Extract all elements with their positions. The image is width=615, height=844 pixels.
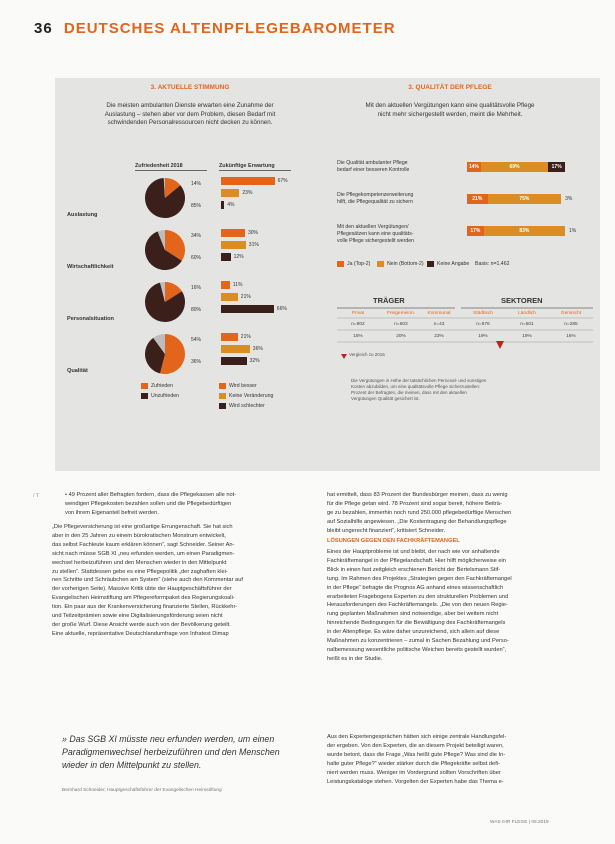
text-line: bleibt ungerecht finanziert“, kritisiert Schneider.	[327, 527, 446, 534]
note-line: Kosten abzubilden, um eine qualitätsvolle Pflege sicherzustellen:	[351, 384, 481, 389]
traeger-title: TRÄGER	[373, 296, 405, 305]
quality-bar: 75%	[488, 194, 562, 204]
legend-label: Keine Veränderung	[229, 393, 274, 399]
intro-line: Die meisten ambulanten Dienste erwarten eine Zunahme der	[106, 102, 274, 109]
pie-label: 16%	[191, 285, 202, 291]
text-line: Fachkräftemangel in der Pflegelandschaft. Hier hilft möglicherweise ein	[327, 557, 506, 564]
quality-bar: 17%	[548, 162, 565, 172]
col-header-satisfaction: Zufriedenheit 2018	[135, 163, 207, 171]
table-pct: 19%	[522, 334, 532, 339]
text-line: Evangelischen Heimstiftung am Pflegereformpaket des Regierungskoali-	[52, 595, 235, 602]
table-n: n=285	[564, 322, 578, 327]
text-line: erarbeiteten Fragebogens Experten zu den strukturellen Problemen und	[327, 593, 509, 600]
text-line: in der Pflege“ befragte die Prognos AG anhand eines wissenschaftlich	[327, 584, 504, 591]
table-n: n=43	[433, 322, 445, 327]
text-line: Die Pflegekompetenzerweiterung	[337, 192, 414, 198]
intro-line: nicht mehr sichergestellt werden, meint die Mehrheit.	[377, 110, 523, 118]
text-line: hinreichende Bedingungen für die Bewältigung des Fachkräftemangels	[327, 620, 506, 627]
text-line: hat ermittelt, dass 83 Prozent der Bundesbürger meinen, dass zu wenig	[327, 492, 508, 498]
right-paragraph-1	[327, 491, 592, 536]
quote-source: Bernhard Schneider, Hauptgeschäftsführer der Evangelischen Heimstiftung	[62, 788, 222, 793]
text-line: Pflegesätzen kann eine qualitäts-	[337, 231, 414, 237]
pie-label: 85%	[191, 203, 202, 209]
quality-bar: 14%	[468, 164, 479, 170]
text-line: von ihrem Eigenanteil befreit werden.	[65, 509, 159, 516]
pie-label: 34%	[191, 233, 202, 239]
legend-label: Ja (Top-2)	[347, 261, 371, 267]
intro-line: schwindenden Personalressourcen nicht decken zu können.	[107, 119, 273, 127]
text-line: Leistungskataloge stehen. Vorgelten der Experten habe das Thema e-	[327, 778, 504, 785]
pie-label: 36%	[191, 359, 202, 365]
bar-label: 66%	[276, 306, 287, 312]
text-line: halte guter Pflege?“ wieder stärker durch die Pflegekräfte selbst defi-	[327, 760, 500, 767]
table-n: n=501	[520, 322, 534, 327]
text-line: • 49 Prozent aller Befragten fordern, dass die Pflegekassen alle not-	[65, 492, 237, 498]
text-line: wechsel herbeizuführen und den Menschen wieder in den Mittelpunkt	[52, 559, 227, 566]
legend-label: Basis: n=1.462	[475, 261, 510, 267]
text-line: für die Pflege getan wird. 78 Prozent sind sogar bereit, höhere Beiträ-	[327, 500, 502, 507]
text-line: tion. Ein paar aus der Krankenversicherung finanzierte Stellen, Rückkehr-	[52, 604, 238, 611]
table-n: n=802	[351, 322, 365, 327]
table-header: Städtisch	[473, 311, 493, 316]
row-label: Qualität	[67, 368, 88, 374]
text-line: Mit den aktuellen Vergütungen/	[337, 224, 409, 230]
table-pct: 15%	[353, 334, 363, 339]
text-line: der ergeben. Von den Experten, die an diesem Projekt beteiligt waren,	[327, 742, 504, 749]
text-line: heißt es in der Studie.	[327, 655, 383, 662]
text-line: Aus den Expertengesprächen hätten sich einige zentrale Handlungsfel-	[327, 734, 507, 740]
text-line: rung geplanten Maßnahmen sind notwendige, aber bei weitem nicht	[327, 611, 499, 618]
text-line: wendigen Pflegekosten bezahlen sollen und die Pflegebedürftigen	[65, 500, 232, 507]
legend-label: Keine Angabe	[437, 261, 470, 267]
table-n: n=676	[476, 322, 490, 327]
bar-label: 67%	[277, 178, 288, 184]
bar-label: 36%	[252, 346, 263, 352]
text-line: Maßnahmen zu konzentrieren – zumal in Sachen Bezahlung und Perso-	[327, 638, 509, 645]
margin-mark: / T	[33, 493, 40, 499]
quality-bar: 69%	[481, 162, 549, 172]
sektoren-title: SEKTOREN	[501, 296, 543, 305]
row-label: Wirtschaftlichkeit	[67, 264, 114, 270]
text-line: hilft, die Pflegequalität zu sichern	[337, 199, 413, 205]
text-line: Eine aktuelle, repräsentative Deutschlandumfrage von Infratest Dimap	[52, 630, 229, 637]
bar-label: 32%	[249, 358, 260, 364]
bar-label: 31%	[248, 242, 259, 248]
note-line: Vergütungen Qualität gesichert ist.	[351, 396, 420, 401]
table-note	[351, 378, 561, 402]
intro-line: Mit den aktuellen Vergütungen kann eine qualitätsvolle Pflege	[365, 102, 535, 109]
table-lines	[55, 78, 600, 471]
note-line: Prozent der Befragten, die meinen, dass mit den aktuellen	[351, 390, 467, 395]
section2-title: 3. QUALITÄT DER PFLEGE	[408, 84, 492, 91]
table-pct: 20%	[396, 334, 406, 339]
table-header: Ländlich	[518, 311, 536, 316]
legend-label: Wird besser	[229, 383, 257, 389]
page-header	[34, 20, 396, 37]
row-label: Auslastung	[67, 212, 98, 218]
table-pct: 19%	[478, 334, 488, 339]
bar-label: 30%	[248, 230, 259, 236]
intro-line: Auslastung – stehen aber vor dem Problem, diesen Bedarf mit	[104, 110, 276, 118]
text-line: sicht nach müsse SGB XI „neu erfunden werden, um einen Paradigmen-	[52, 550, 235, 557]
table-header: Kommunal	[427, 311, 451, 316]
note-line: Die Vergütungen in Höhe der tatsächlichen Personal- und sonstigen	[351, 378, 487, 383]
bar-label: 21%	[240, 294, 251, 300]
legend-label: Nein (Bottom-2)	[387, 261, 424, 267]
text-line: tung. Im Rahmen des Projektes „Strategien gegen den Fachkräftemangel	[327, 575, 512, 582]
col-header-expectation: Zukünftige Erwartung	[219, 163, 291, 171]
table-header: Freigemeinn.	[387, 311, 415, 316]
text-line: das selbst Fachleute kaum erklären können“, sagt Schneider. Seiner An-	[52, 541, 235, 548]
bullet-paragraph	[65, 491, 315, 518]
table-header: Privat	[351, 311, 365, 316]
legend-label: Zufrieden	[151, 383, 173, 389]
text-line: Eines der Hauptprobleme ist und bleibt, der nach wie vor anhaltende	[327, 549, 500, 555]
pie-label: 54%	[191, 337, 202, 343]
footer: WAS IHR FLEGE | 05 2019	[490, 820, 549, 825]
section-heading: LÖSUNGEN GEGEN DEN FACHKRÄFTEMANGEL	[327, 538, 460, 544]
text-line: der große Wurf. Diese Ansicht werde auch von der Bevölkerung geteilt.	[52, 621, 231, 628]
text-line: niert werden muss. Weniger im Vordergrund sollten Vorschriften über	[327, 769, 501, 776]
text-line: „Die Pflegeversicherung ist eine großartige Errungenschaft. Sie hat sich	[52, 524, 233, 530]
text-line: der vorherigen Seite). Massive Kritik übte der Hauptgeschäftsführer der	[52, 586, 232, 593]
quote-line: Paradigmenwechsel herbeizuführen und den Menschen	[62, 747, 280, 757]
text-line: bedarf einer besseren Kontrolle	[337, 167, 410, 173]
bar-label: 11%	[232, 282, 243, 288]
text-line: nen Schritte und Schräubchen am System“ (siehe auch den Kommentar auf	[52, 577, 243, 584]
down-arrow-icon	[496, 341, 504, 349]
quality-bar: 17%	[467, 226, 484, 236]
bar-label: 21%	[240, 334, 251, 340]
table-pct: 16%	[566, 334, 576, 339]
right-paragraph-3	[327, 733, 592, 786]
pie-label: 80%	[191, 307, 202, 313]
text-line: Blick in einen fast zeitgleich erschienen Bericht der Bertelsmann Stif-	[327, 566, 501, 573]
text-line: wurde betont, dass die Frage „Was heißt gute Pflege? Was sind die In-	[327, 751, 506, 758]
quality-bar: 21%	[467, 194, 488, 204]
text-line: aber in den 25 Jahren zu einem bürokratischen Monstrum entwickelt,	[52, 532, 226, 539]
quote-line: wieder in den Mittelpunkt zu stellen.	[62, 760, 202, 770]
page-title: DEUTSCHES ALTENPFLEGEBAROMETER	[63, 20, 396, 37]
legend-label: Unzufrieden	[151, 393, 179, 399]
text-line: und Teilzeitprämien sowie eine Digitalisierungsförderung seien nicht	[52, 613, 223, 620]
bar-label: 4%	[227, 202, 235, 208]
compare-note: Vergleich zu 2016	[349, 352, 385, 357]
pie-label: 14%	[191, 181, 202, 187]
quote-line: » Das SGB XI müsste neu erfunden werden, um einen	[62, 734, 275, 744]
text-line: zu stellen“. Stattdessen gebe es eine Pflegepolitik „der zaghaften klei-	[52, 568, 228, 575]
text-line: Herausforderungen des Fachkräftemangels. „Die von den neuen Regie-	[327, 602, 508, 609]
page-number: 36	[34, 20, 53, 37]
right-paragraph-2	[327, 548, 592, 664]
text-line: in der Altenpflege. Es wäre daher unzureichend, sich allein auf diese	[327, 629, 500, 636]
text-line: auf Sozialhilfe angewiesen. „Die Kostentragung der Behandlungspflege	[327, 518, 507, 525]
legend-label: Wird schlechter	[229, 403, 265, 409]
table-pct: 23%	[434, 334, 444, 339]
row-label: Personalsituation	[67, 316, 114, 322]
text-line: Die Qualität ambulanter Pflege	[337, 160, 408, 166]
bar-label: 23%	[242, 190, 253, 196]
pie-label: 60%	[191, 255, 202, 261]
section1-title: 3. AKTUELLE STIMMUNG	[150, 84, 230, 91]
pull-quote	[62, 733, 327, 772]
left-paragraph	[52, 523, 314, 639]
table-n: n=603	[394, 322, 408, 327]
rest-label: 3%	[565, 196, 573, 202]
down-arrow-icon	[341, 354, 347, 359]
quality-bar: 83%	[484, 226, 565, 236]
infographic-panel	[55, 78, 600, 471]
rest-label: 1%	[569, 228, 577, 234]
text-line: ge zu bezahlen, immerhin noch rund 250.000 pflegebedürftige Menschen	[327, 509, 512, 516]
bar-label: 12%	[233, 254, 244, 260]
text-line: nalbemessung wesentliche politische Weichen bereits gestellt wurden“,	[327, 646, 507, 653]
text-line: volle Pflege sichergestellt werden	[337, 238, 414, 244]
table-header: Gemischt	[560, 311, 582, 316]
